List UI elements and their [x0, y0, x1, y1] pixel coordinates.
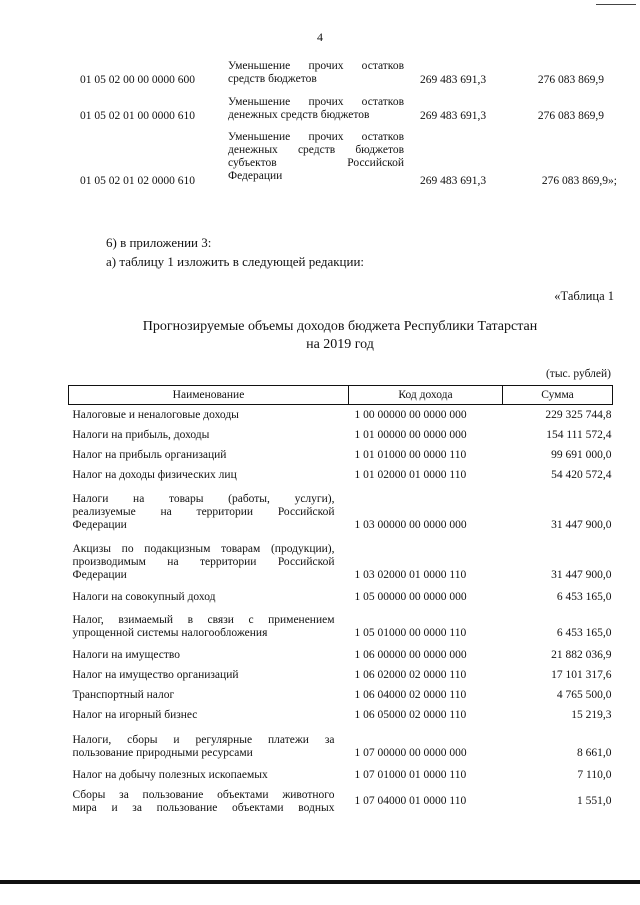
row-code: 1 03 02000 01 0000 110 — [354, 568, 467, 581]
name-line: Налог, взимаемый в связи с применением — [72, 613, 335, 626]
table-row — [69, 725, 613, 763]
name-line: Налоги на имущество — [72, 648, 181, 661]
row-sum: 99 691 000,0 — [551, 448, 612, 461]
row-code: 1 01 00000 00 0000 000 — [354, 428, 467, 441]
table-row — [69, 585, 613, 607]
table-row — [69, 535, 613, 585]
paragraph-item-6: 6) в приложении 3: — [106, 235, 212, 250]
top-row-value-2: 276 083 869,9 — [537, 74, 604, 86]
name-line: упрощенной системы налогообложения — [72, 626, 268, 639]
name-line: Налог на доходы физических лиц — [72, 468, 237, 481]
row-code: 1 01 01000 00 0000 110 — [354, 448, 467, 461]
row-name — [69, 685, 349, 705]
table-row — [69, 485, 613, 535]
units-note: (тыс. рублей) — [545, 368, 611, 380]
name-line: Уменьшение прочих остатков — [228, 60, 404, 72]
row-name — [69, 763, 349, 785]
row-code: 1 07 00000 00 0000 000 — [354, 746, 467, 759]
row-code: 1 00 00000 00 0000 000 — [354, 408, 467, 421]
paragraph-subitem-a: а) таблицу 1 изложить в следующей редакции: — [106, 254, 365, 269]
name-line: Налоги на прибыль, доходы — [72, 428, 210, 441]
top-row-name — [228, 131, 404, 183]
top-edge-rule — [596, 4, 636, 5]
row-name — [69, 445, 349, 465]
name-line: средств бюджетов — [228, 73, 317, 85]
name-line: денежных средств бюджетов — [228, 109, 370, 121]
header-name: Наименование — [69, 386, 349, 405]
row-code: 1 05 00000 00 0000 000 — [354, 590, 467, 603]
row-code: 1 01 02000 01 0000 110 — [354, 468, 467, 481]
name-line: Налог на имущество организаций — [72, 668, 239, 681]
row-code: 1 07 01000 01 0000 110 — [354, 768, 467, 781]
table-row — [69, 763, 613, 785]
row-sum: 31 447 900,0 — [551, 568, 612, 581]
row-code: 1 06 02000 02 0000 110 — [354, 668, 467, 681]
table-row — [69, 607, 613, 643]
scan-bottom-edge — [0, 880, 640, 884]
row-name — [69, 665, 349, 685]
row-name — [69, 643, 349, 665]
table-row — [69, 465, 613, 485]
row-name — [69, 535, 349, 585]
name-line: мира и за пользование объектами водных — [72, 801, 335, 814]
header-sum: Сумма — [503, 386, 613, 405]
row-sum: 229 325 744,8 — [545, 408, 612, 421]
title-line-1: Прогнозируемые объемы доходов бюджета Республики Татарстан — [142, 319, 538, 334]
top-row-name — [228, 60, 404, 86]
revenue-table — [68, 385, 613, 821]
row-name — [69, 607, 349, 643]
name-line: Уменьшение прочих остатков — [228, 131, 404, 143]
row-sum: 21 882 036,9 — [551, 648, 612, 661]
row-name — [69, 405, 349, 425]
name-line: Федерации — [72, 568, 127, 581]
table-label: «Таблица 1 — [554, 289, 614, 303]
name-line: Уменьшение прочих остатков — [228, 96, 404, 108]
row-name — [69, 485, 349, 535]
title-line-2: на 2019 год — [306, 337, 374, 352]
name-line: Налог на добычу полезных ископаемых — [72, 768, 268, 781]
table-row — [69, 425, 613, 445]
name-line: Налог на игорный бизнес — [72, 708, 198, 721]
row-name — [69, 705, 349, 725]
top-row-value-1: 269 483 691,3 — [420, 110, 487, 122]
row-code: 1 03 00000 00 0000 000 — [354, 518, 467, 531]
name-line: производимым на территории Российской — [72, 555, 335, 568]
name-line: Налог на прибыль организаций — [72, 448, 227, 461]
table-row — [69, 643, 613, 665]
page-number: 4 — [317, 30, 323, 44]
row-name — [69, 465, 349, 485]
name-line: реализуемые на территории Российской — [72, 505, 335, 518]
row-name — [69, 725, 349, 763]
row-sum: 6 453 165,0 — [556, 626, 612, 639]
name-line: денежных средств бюджетов — [228, 144, 404, 156]
table-header-row — [69, 386, 613, 405]
row-sum: 8 661,0 — [577, 746, 612, 759]
top-row-code: 01 05 02 00 00 0000 600 — [80, 74, 195, 86]
row-name — [69, 425, 349, 445]
top-row-value-2: 276 083 869,9 — [537, 110, 604, 122]
row-code: 1 06 05000 02 0000 110 — [354, 708, 467, 721]
name-line: Сборы за пользование объектами животного — [72, 788, 335, 801]
name-line: Налоговые и неналоговые доходы — [72, 408, 239, 421]
top-row-value-1: 269 483 691,3 — [420, 175, 487, 187]
name-line: Федерации — [228, 170, 283, 182]
name-line: Акцизы по подакцизным товарам (продукции), — [72, 542, 335, 555]
row-sum: 6 453 165,0 — [556, 590, 612, 603]
row-sum: 154 111 572,4 — [546, 428, 612, 441]
table-row — [69, 705, 613, 725]
name-line: Налоги на товары (работы, услуги), — [72, 492, 335, 505]
table-row — [69, 665, 613, 685]
top-row-code: 01 05 02 01 00 0000 610 — [80, 110, 195, 122]
name-line: Федерации — [72, 518, 127, 531]
row-sum: 17 101 317,6 — [551, 668, 612, 681]
row-sum: 15 219,3 — [571, 708, 612, 721]
table-row — [69, 445, 613, 465]
name-line: Транспортный налог — [72, 688, 175, 701]
name-line: субъектов Российской — [228, 157, 404, 169]
name-line: пользование природными ресурсами — [72, 746, 253, 759]
row-code: 1 06 00000 00 0000 000 — [354, 648, 467, 661]
name-line: Налоги, сборы и регулярные платежи за — [72, 733, 335, 746]
row-name — [69, 785, 349, 821]
table-row — [69, 785, 613, 821]
row-code: 1 05 01000 00 0000 110 — [354, 626, 467, 639]
table-row — [69, 405, 613, 425]
row-name — [69, 585, 349, 607]
row-sum: 1 551,0 — [577, 794, 612, 807]
top-row-name — [228, 96, 404, 122]
row-code: 1 06 04000 02 0000 110 — [354, 688, 467, 701]
row-sum: 4 765 500,0 — [556, 688, 612, 701]
header-code: Код дохода — [349, 386, 503, 405]
row-sum: 7 110,0 — [577, 768, 612, 781]
top-row-code: 01 05 02 01 02 0000 610 — [80, 175, 195, 187]
table-title — [80, 318, 600, 354]
row-sum: 54 420 572,4 — [551, 468, 612, 481]
row-code: 1 07 04000 01 0000 110 — [354, 794, 467, 807]
top-row-value-2: 276 083 869,9»; — [541, 175, 617, 187]
table-row — [69, 685, 613, 705]
top-row-value-1: 269 483 691,3 — [420, 74, 487, 86]
row-sum: 31 447 900,0 — [551, 518, 612, 531]
name-line: Налоги на совокупный доход — [72, 590, 216, 603]
